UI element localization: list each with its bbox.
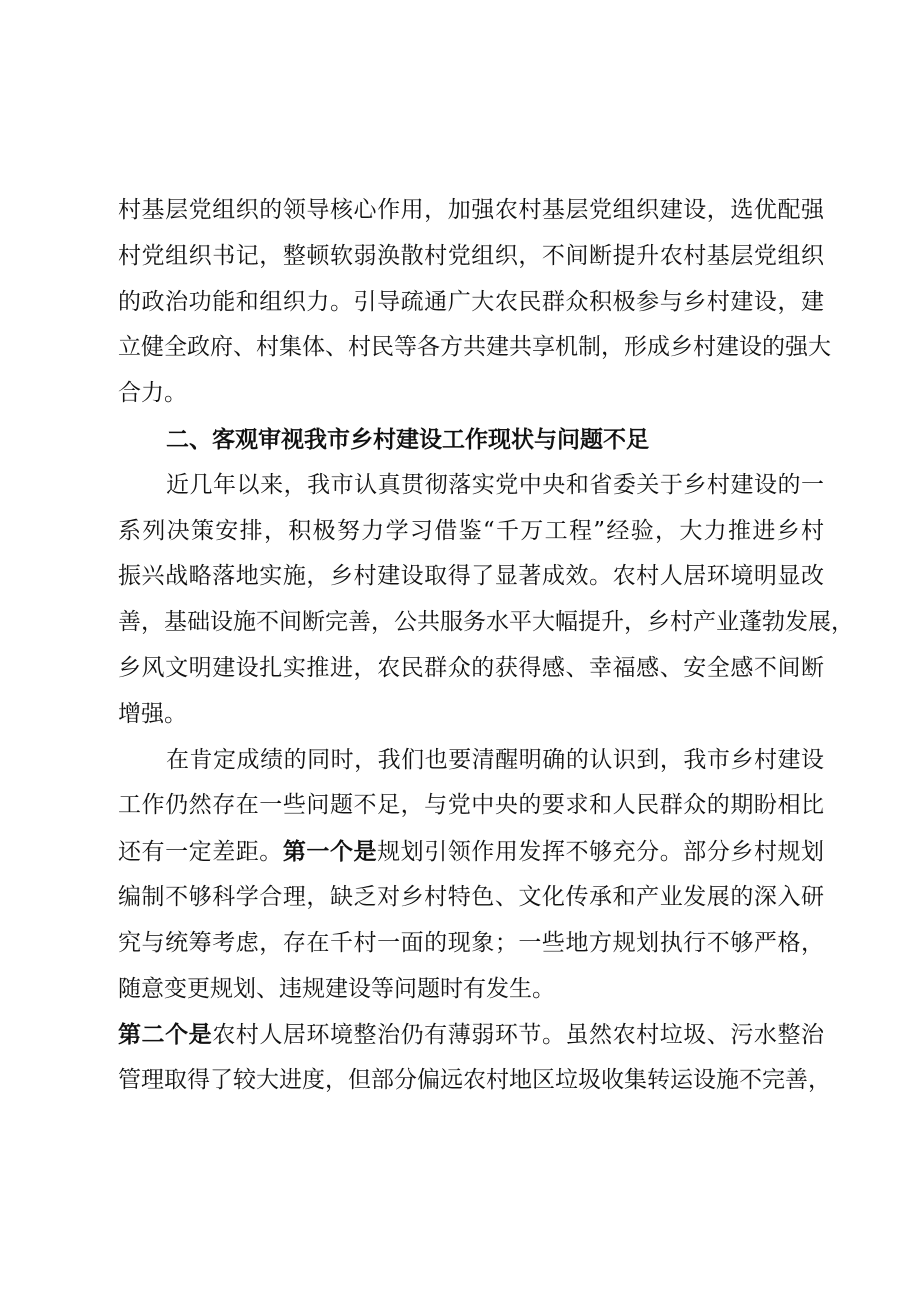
paragraph-line: 合力。 (118, 380, 187, 407)
paragraph-line: 善，基础设施不间断完善，公共服务水平大幅提升，乡村产业蓬勃发展， (118, 609, 854, 636)
paragraph-line: 的政治功能和组织力。引导疏通广大农民群众积极参与乡村建设，建 (118, 288, 824, 315)
text-run: 规划引领作用发挥不够充分。部分乡村规划 (377, 839, 825, 866)
paragraph-line: 村党组织书记，整顿软弱涣散村党组织，不间断提升农村基层党组织 (118, 242, 824, 269)
paragraph-line: 乡风文明建设扎实推进，农民群众的获得感、幸福感、安全感不间断 (118, 654, 824, 681)
paragraph-line: 近几年以来，我市认真贯彻落实党中央和省委关于乡村建设的一 (166, 471, 824, 498)
paragraph-line: 究与统筹考虑，存在千村一面的现象；一些地方规划执行不够严格， (118, 929, 824, 956)
paragraph-line: 管理取得了较大进度，但部分偏远农村地区垃圾收集转运设施不完善， (118, 1067, 831, 1094)
paragraph-line: 编制不够科学合理，缺乏对乡村特色、文化传承和产业发展的深入研 (118, 883, 824, 910)
paragraph-line: 立健全政府、村集体、村民等各方共建共享机制，形成乡村建设的强大 (118, 334, 831, 361)
paragraph-line: 振兴战略落地实施，乡村建设取得了显著成效。农村人居环境明显改 (118, 563, 824, 590)
paragraph-line: 系列决策安排，积极努力学习借鉴“千万工程”经验，大力推进乡村 (118, 517, 824, 544)
paragraph-line-mixed (118, 829, 824, 875)
paragraph-line: 随意变更规划、违规建设等问题时有发生。 (118, 975, 555, 1002)
bold-phrase: 第一个是 (282, 838, 378, 866)
paragraph-line: 增强。 (118, 700, 187, 727)
paragraph-line: 村基层党组织的领导核心作用，加强农村基层党组织建设，选优配强 (118, 197, 824, 223)
paragraph-line: 工作仍然存在一些问题不足，与党中央的要求和人民群众的期盼相比 (118, 792, 824, 819)
text-run: 还有一定差距。 (118, 839, 283, 866)
bold-phrase: 第二个是 (118, 1021, 213, 1049)
paragraph-line: 在肯定成绩的同时，我们也要清醒明确的认识到，我市乡村建设 (166, 746, 824, 773)
paragraph-line-mixed (118, 1012, 824, 1058)
section-heading: 二、客观审视我市乡村建设工作现状与问题不足 (166, 425, 649, 453)
document-body (118, 188, 854, 1104)
text-run: 农村人居环境整治仍有薄弱环节。虽然农村垃圾、污水整治 (212, 1022, 825, 1049)
